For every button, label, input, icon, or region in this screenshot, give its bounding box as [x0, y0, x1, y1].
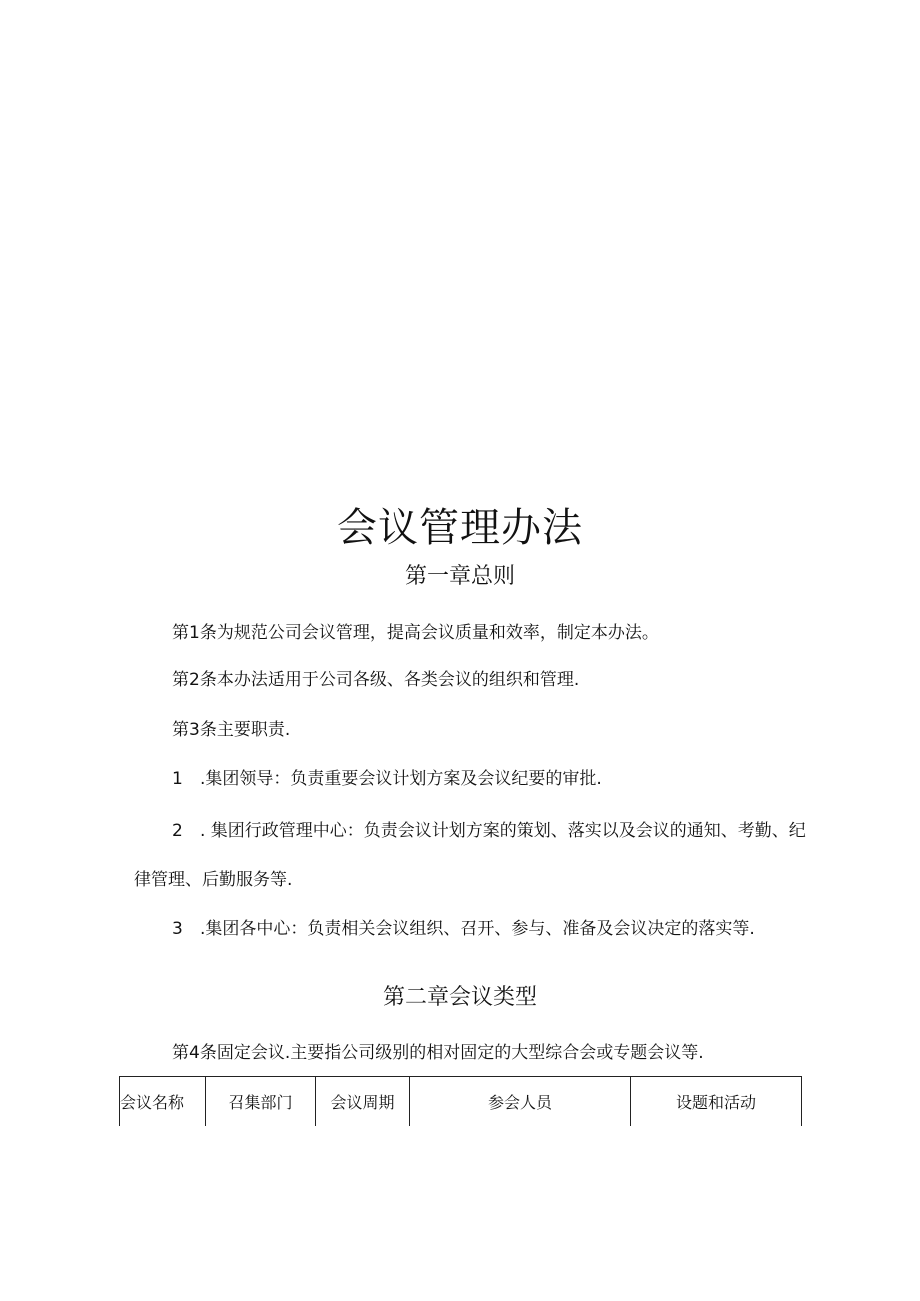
duty-text: .集团各中心：负责相关会议组织、召开、参与、准备及会议决定的落实等.: [200, 919, 755, 939]
article-2: 第2条本办法适用于公司各级、各类会议的组织和管理.: [172, 670, 580, 690]
duty-item-1: [172, 766, 602, 792]
chapter1-title: 第一章总则: [404, 564, 515, 589]
chapter2-title: 第二章会议类型: [382, 985, 537, 1010]
table-header-row: [120, 1077, 802, 1127]
header-topics-activities: 设题和活动: [631, 1077, 802, 1127]
duty-number: 2: [172, 821, 183, 841]
article-4: 第4条固定会议.主要指公司级别的相对固定的大型综合会或专题会议等.: [172, 1043, 704, 1063]
article-3: 第3条主要职责.: [172, 720, 291, 740]
fixed-meeting-table: [119, 1076, 802, 1126]
document-title: 会议管理办法: [337, 505, 583, 551]
duty-item-2-continuation: 律管理、后勤服务等.: [134, 870, 293, 890]
duty-text: .集团领导：负责重要会议计划方案及会议纪要的审批.: [200, 769, 602, 789]
duty-number: 1: [172, 769, 183, 789]
header-convening-department: 召集部门: [206, 1077, 316, 1127]
header-attendees: 参会人员: [410, 1077, 631, 1127]
duty-item-3: [172, 916, 755, 942]
article-1: 第1条为规范公司会议管理，提高会议质量和效率，制定本办法。: [172, 623, 659, 643]
header-meeting-name: 会议名称: [120, 1077, 206, 1127]
duty-text: . 集团行政管理中心：负责会议计划方案的策划、落实以及会议的通知、考勤、纪: [200, 821, 806, 841]
duty-number: 3: [172, 919, 183, 939]
header-meeting-cycle: 会议周期: [316, 1077, 410, 1127]
duty-item-2: [172, 818, 806, 844]
